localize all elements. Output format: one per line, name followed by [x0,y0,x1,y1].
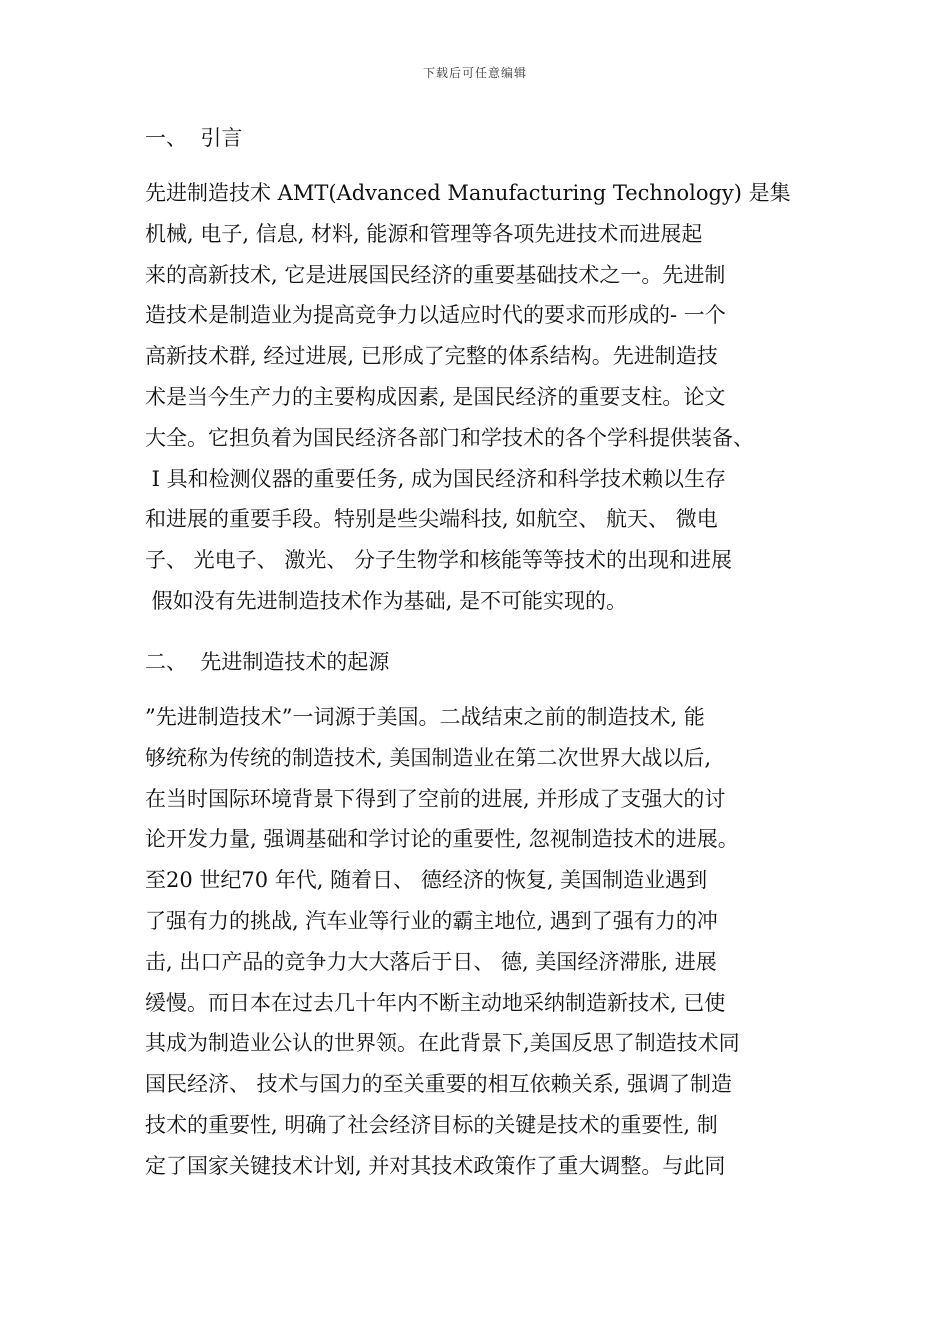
paragraph-line: 定了国家关键技术计划, 并对其技术政策作了重大调整。与此同 [145,1153,726,1178]
section-heading-introduction: 一、 引言 [145,126,243,150]
header-note: 下载后可任意编辑 [422,66,527,80]
paragraph-line: 先进制造技术 AMT(Advanced Manufacturing Technology) 是集 [145,181,791,205]
paragraph-line: 至20 世纪70 年代, 随着日、 德经济的恢复, 美国制造业遇到 [145,868,708,893]
paragraph-line: 假如没有先进制造技术作为基础, 是不可能实现的。 [145,588,628,613]
paragraph-line: I 具和检测仪器的重要任务, 成为国民经济和科学技术赖以生存 [145,466,726,491]
paragraph-line: 其成为制造业公认的世界领。在此背景下,美国反思了制造技术同 [145,1031,740,1056]
paragraph-line: 造技术是制造业为提高竞争力以适应时代的要求而形成的- 一个 [145,303,726,328]
paragraph-line: 机械, 电子, 信息, 材料, 能源和管理等各项先进技术而进展起 [145,221,703,246]
paragraph-line: 术是当今生产力的主要构成因素, 是国民经济的重要支柱。论文 [145,384,726,409]
paragraph-line: 子、 光电子、 激光、 分子生物学和核能等等技术的出现和进展 [145,548,733,573]
paragraph-line: 缓慢。而日本在过去几十年内不断主动地采纳制造新技术, 已使 [145,990,726,1015]
paragraph-line: 够统称为传统的制造技术, 美国制造业在第二次世界大战以后, [145,745,712,770]
paragraph-origin [145,697,825,1187]
paragraph-line: 高新技术群, 经过进展, 已形成了完整的体系结构。先进制造技 [145,344,718,369]
section-heading-origin: 二、 先进制造技术的起源 [145,650,390,674]
paragraph-line: 论开发力量, 强调基础和学讨论的重要性, 忽视制造技术的进展。 [145,827,739,852]
paragraph-line: 技术的重要性, 明确了社会经济目标的关键是技术的重要性, 制 [145,1112,718,1137]
paragraph-line: 击, 出口产品的竞争力大大落后于日、 德, 美国经济滞胀, 进展 [145,949,717,974]
paragraph-line: 大全。它担负着为国民经济各部门和学技术的各个学科提供装备、 [145,425,754,450]
paragraph-line: 和进展的重要手段。特别是些尖端科技, 如航空、 航天、 微电 [145,507,718,532]
paragraph-introduction [145,173,825,622]
paragraph-line: 国民经济、 技术与国力的至关重要的相互依赖关系, 强调了制造 [145,1072,733,1097]
paragraph-line: 在当时国际环境背景下得到了空前的进展, 并形成了支强大的讨 [145,786,726,811]
paragraph-line: ”先进制造技术”一词源于美国。二战结束之前的制造技术, 能 [145,705,705,729]
paragraph-line: 来的高新技术, 它是进展国民经济的重要基础技术之一。先进制 [145,262,726,287]
paragraph-line: 了强有力的挑战, 汽车业等行业的霸主地位, 遇到了强有力的冲 [145,908,718,933]
